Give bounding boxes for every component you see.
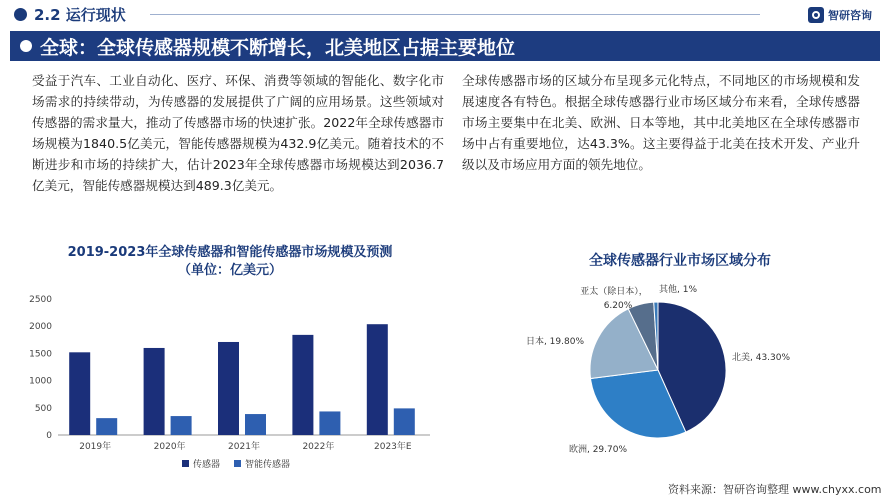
legend-swatch (182, 460, 189, 467)
section-bullet-icon (14, 8, 27, 21)
left-paragraph: 受益于汽车、工业自动化、医疗、环保、消费等领域的智能化、数字化市场需求的持续带动，为传感器的发展提供了广阔的应用场景。这些领域对传感器的需求量大，推动了传感器市场的快速扩张。2022年全球传感器市场规模为1840.5亿美元，智能传感器规模为432.9亿美元。随着技术的不断进步和市场的持续扩大，估计2023年全球传感器市场规模达到2036.7亿美元，智能传感器规模达到489.3亿美元。 (32, 73, 444, 193)
legend-label: 传感器 (193, 460, 221, 470)
x-tick-label: 2019年 (79, 442, 112, 452)
y-tick-label: 2000 (29, 322, 52, 333)
bar-smart-sensor (171, 416, 192, 435)
source-note: 资料来源：智研咨询整理 www.chyxx.com (668, 483, 882, 496)
pie-label: 日本, 19.80% (525, 337, 584, 347)
bar-sensor (367, 324, 388, 435)
pie-label: 其他, 1% (659, 285, 697, 295)
bar-sensor (144, 348, 165, 435)
legend-item-sensor (182, 457, 220, 470)
banner-bullet-icon (20, 40, 32, 52)
x-tick-label: 2023年E (374, 442, 412, 452)
bar-chart-legend (182, 457, 290, 470)
brand-logo (808, 6, 872, 24)
bar-smart-sensor (245, 414, 266, 435)
pie-label-value: 6.20% (603, 301, 633, 311)
bar-smart-sensor (319, 411, 340, 435)
legend-label: 智能传感器 (245, 460, 291, 470)
bar-sensor (292, 335, 313, 435)
bar-sensor (218, 342, 239, 435)
x-tick-label: 2020年 (153, 442, 186, 452)
x-tick-label: 2022年 (302, 442, 335, 452)
logo-icon (808, 7, 824, 23)
title-banner (10, 31, 880, 61)
header-divider (150, 14, 760, 15)
banner-title: 全球：全球传感器规模不断增长，北美地区占据主要地位 (40, 37, 516, 59)
pie-label: 欧洲, 29.70% (568, 445, 628, 455)
pie-label: 北美, 43.30% (732, 353, 791, 363)
y-tick-label: 1500 (29, 349, 52, 360)
x-tick-label: 2021年 (228, 442, 260, 452)
y-tick-label: 0 (46, 431, 52, 441)
pie-label: 亚太（除日本）， (580, 287, 648, 297)
pie-chart-title: 全球传感器行业市场区域分布 (589, 253, 771, 269)
bar-chart (0, 285, 440, 460)
pie-chart (520, 270, 810, 460)
bar-chart-title: 2019-2023年全球传感器和智能传感器市场规模及预测（单位：亿美元） (67, 245, 393, 278)
section-title: 2.2 运行现状 (34, 6, 126, 24)
right-paragraph: 全球传感器市场的区域分布呈现多元化特点，不同地区的市场规模和发展速度各有特色。根据全球传感器行业市场区域分布来看，全球传感器市场主要集中在北美、欧洲、日本等地，其中北美地区在全球传感器市场中占有重要地位，达43.3%。这主要得益于北美在技术开发、产业升级以及市场应用方面的领先地位。 (462, 73, 860, 172)
top-bar (0, 0, 889, 30)
legend-swatch (234, 460, 241, 467)
bar-smart-sensor (394, 408, 415, 435)
legend-item-smart-sensor (234, 457, 290, 470)
y-tick-label: 2500 (29, 295, 52, 305)
bar-smart-sensor (96, 418, 117, 435)
bar-sensor (69, 352, 90, 435)
y-tick-label: 1000 (29, 376, 52, 387)
y-tick-label: 500 (34, 403, 52, 414)
logo-text: 智研咨询 (828, 9, 872, 22)
